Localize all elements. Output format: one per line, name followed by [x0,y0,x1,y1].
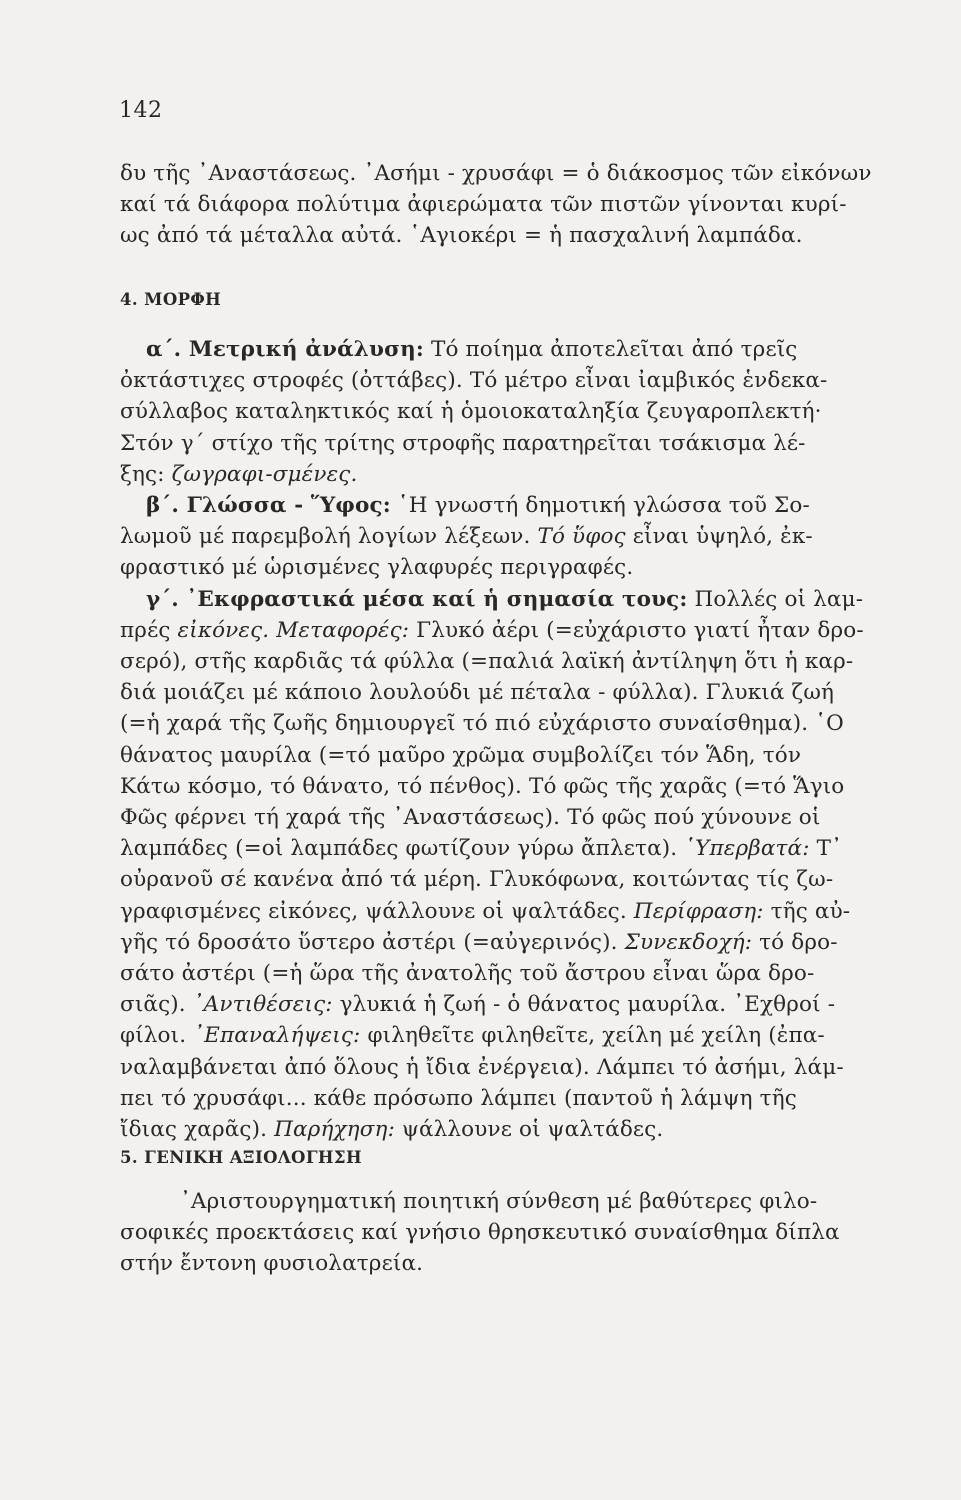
text-line: Κάτω κόσμο, τό θάνατο, τό πένθος). Τό φῶς τῆς χαρᾶς (=τό Ἅγιο [120,773,845,799]
text-line: λαμπάδες (=οἱ λαμπάδες φωτίζουν γύρω ἄπλετα). ῾Υπερβατά: Τ᾿ [120,836,842,862]
text-line: γ΄. ᾿Εκφραστικά μέσα καί ἡ σημασία τους: Πολλές οἱ λαμ- [146,586,864,612]
language-style-label: β΄. Γλώσσα - Ὕφος: [146,493,391,519]
text-line: διά μοιάζει μέ κάποιο λουλούδι μέ πέταλα - φύλλα). Γλυκιά ζωή [120,680,835,706]
text-line: Φῶς φέρνει τή χαρά τῆς ᾿Αναστάσεως). Τό φῶς πού χύνουνε οἱ [120,805,821,831]
text-line: φραστικό μέ ὡρισμένες γλαφυρές περιγραφές. [120,555,634,581]
text-line: σύλλαβος καταληκτικός καί ἡ ὁμοιοκαταληξία ζευγαροπλεκτή· [120,399,822,425]
text-line: γραφισμένες εἰκόνες, ψάλλουνε οἱ ψαλτάδες. Περίφραση: τῆς αὐ- [120,898,851,924]
text-line: δυ τῆς ᾿Αναστάσεως. ᾿Ασήμι - χρυσάφι = ὁ διάκοσμος τῶν εἰκόνων [120,161,872,186]
text-line: γῆς τό δροσάτο ὕστερο ἀστέρι (=αὐγερινός). Συνεκδοχή: τό δρο- [120,929,838,955]
text-line: σερό), στῆς καρδιᾶς τά φύλλα (=παλιά λαϊκή ἀντίληψη ὅτι ἡ καρ- [120,649,854,675]
text-line: οὐρανοῦ σέ κανένα ἀπό τά μέρη. Γλυκόφωνα, κοιτώντας τίς ζω- [120,867,834,893]
text-line: σιᾶς). ᾿Αντιθέσεις: γλυκιά ἡ ζωή - ὁ θάνατος μαυρίλα. ᾿Εχθροί - [120,992,836,1018]
section-heading-morfi: 4. ΜΟΡΦΗ [120,290,222,309]
text-line: ἴδιας χαρᾶς). Παρήχηση: ψάλλουνε οἱ ψαλτάδες. [120,1117,664,1143]
section-evaluation-body [120,1186,935,1280]
text-line: καί τά διάφορα πολύτιμα ἀφιερώματα τῶν πιστῶν γίνονται κυρί- [120,192,847,218]
paragraph-intro [120,158,935,252]
text-line: πει τό χρυσάφι... κάθε πρόσωπο λάμπει (παντοῦ ἡ λάμψη τῆς [120,1085,797,1111]
text-line: λωμοῦ μέ παρεμβολή λογίων λέξεων. Τό ὕφος εἶναι ὑψηλό, ἐκ- [120,524,813,550]
text-line: Στόν γ΄ στίχο τῆς τρίτης στροφῆς παρατηρεῖται τσάκισμα λέ- [120,430,806,456]
text-line: α΄. Μετρική ἀνάλυση: Τό ποίημα ἀποτελεῖται ἀπό τρεῖς [146,337,798,362]
text-line: ξης: ζωγραφι-σμένες. [120,461,358,487]
text-line: πρές εἰκόνες. Μεταφορές: Γλυκό ἀέρι (=εὐχάριστο γιατί ἦταν δρο- [120,617,864,643]
text-line: ως ἀπό τά μέταλλα αὐτά. ῾Αγιοκέρι = ἡ πασχαλινή λαμπάδα. [120,223,803,249]
metric-analysis-label: α΄. Μετρική ἀνάλυση: [146,337,424,362]
text-line: β΄. Γλώσσα - Ὕφος: ῾Η γνωστή δημοτική γλώσσα τοῦ Σο- [146,493,810,519]
section-morfi-body [120,334,935,1145]
text-line: σοφικές προεκτάσεις καί γνήσιο θρησκευτικό συναίσθημα δίπλα [120,1220,840,1246]
section-heading-evaluation: 5. ΓΕΝΙΚΗ ΑΞΙΟΛΟΓΗΣΗ [120,1148,362,1167]
expressive-means-label: γ΄. ᾿Εκφραστικά μέσα καί ἡ σημασία τους: [146,586,688,612]
text-line: σάτο ἀστέρι (=ἡ ὥρα τῆς ἀνατολῆς τοῦ ἄστρου εἶναι ὥρα δρο- [120,961,815,987]
page-number: 142 [119,98,163,123]
text-line: στήν ἔντονη φυσιολατρεία. [120,1251,424,1277]
text-line: ναλαμβάνεται ἀπό ὅλους ἡ ἴδια ἐνέργεια). Λάμπει τό ἀσήμι, λάμ- [120,1054,844,1080]
text-line: ᾿Αριστουργηματική ποιητική σύνθεση μέ βαθύτερες φιλο- [180,1189,818,1214]
text-line: θάνατος μαυρίλα (=τό μαῦρο χρῶμα συμβολίζει τόν Ἅδη, τόν [120,742,802,768]
text-line: (=ἡ χαρά τῆς ζωῆς δημιουργεῖ τό πιό εὐχάριστο συναίσθημα). ῾Ο [120,711,844,737]
text-line: ὀκτάστιχες στροφές (ὀττάβες). Τό μέτρο εἶναι ἰαμβικός ἑνδεκα- [120,368,828,394]
text-line: φίλοι. ᾿Επαναλήψεις: φιληθεῖτε φιληθεῖτε, χείλη μέ χείλη (ἐπα- [120,1023,825,1049]
